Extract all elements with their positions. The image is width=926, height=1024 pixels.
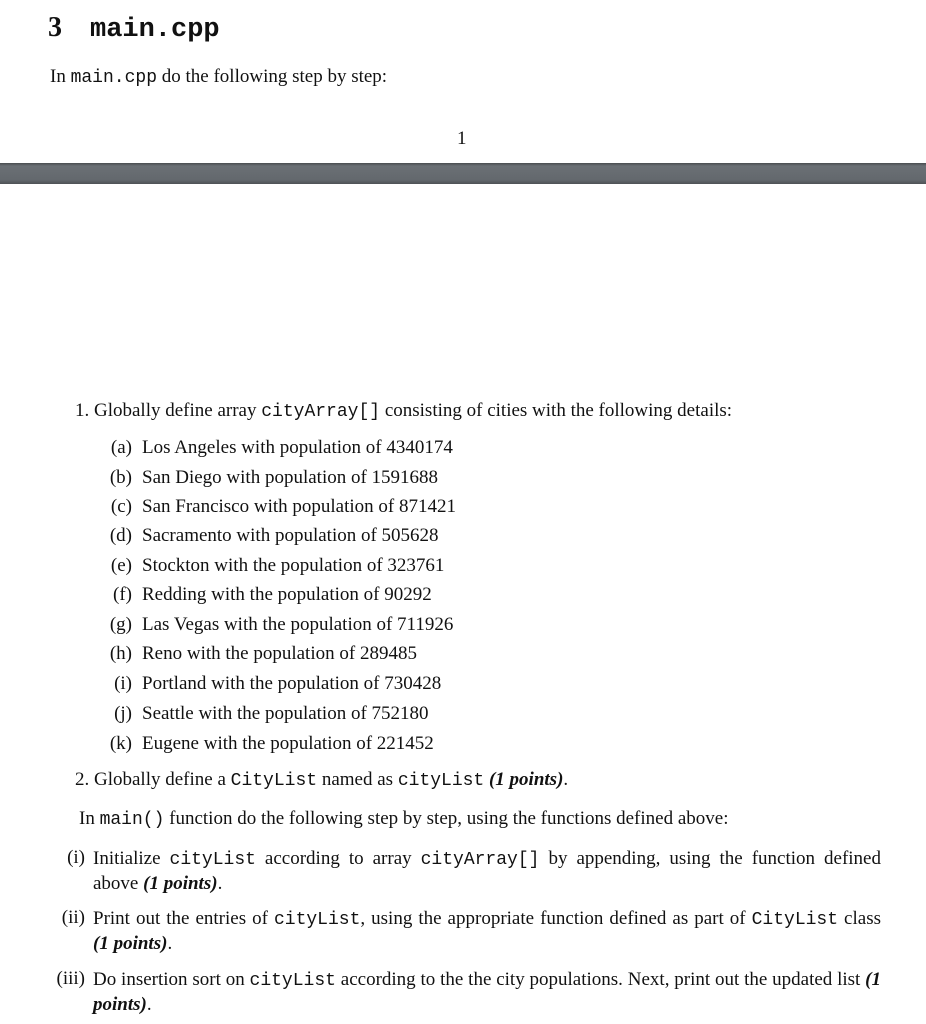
task-text-run: Print out the entries of [93,908,274,929]
task-points: (1 points) [143,873,218,894]
list-item-text: Los Angeles with population of 4340174 [142,437,453,458]
list-item-text: Seattle with the population of 752180 [142,703,429,724]
step-2 [75,769,568,791]
list-item-label: (e) [110,555,132,576]
task-points: (1 points) [93,933,168,954]
main-intro-prefix: In [79,808,95,829]
step-2-label: 2. [75,769,90,790]
list-item-label: (k) [109,733,132,754]
step-1-prefix: Globally define array [94,400,257,421]
task-code: cityArray[] [420,850,540,870]
task-text-run: class [838,908,881,929]
task-text-run: Initialize [93,848,170,869]
step-2-points: (1 points) [488,769,564,790]
list-item-text: Redding with the population of 90292 [142,584,432,605]
task-label: (ii) [61,907,85,928]
intro-file: main.cpp [70,68,157,88]
list-item-label: (b) [109,467,132,488]
task-points: (1 points) [93,969,881,1015]
task-text-run: , using the appropriate function defined as part of [360,908,752,929]
list-item-label: (j) [114,703,132,724]
task-text-run: . [146,994,152,1015]
task-text [93,907,881,955]
task-text-run: according to the the city populations. Next, print out the updated list [335,969,866,990]
intro-prefix: In [50,66,66,87]
page-separator [0,163,926,184]
main-intro-suffix: function do the following step by step, using the functions defined above: [169,808,729,829]
list-item-text: Eugene with the population of 221452 [142,733,434,754]
step-2-middle: named as [321,769,394,790]
task-text-run: by appending, using the function defined above [93,848,881,894]
step-2-code-var: cityList [397,771,485,791]
list-item-label: (f) [113,584,132,605]
list-item-text: Sacramento with population of 505628 [142,525,439,546]
step-2-code-class: CityList [230,771,318,791]
section-number: 3 [48,12,62,43]
task-code: cityList [169,850,256,870]
task-text-run: Do insertion sort on [93,969,250,990]
list-item-text: Reno with the population of 289485 [142,643,417,664]
list-item-text: Las Vegas with the population of 711926 [142,614,454,635]
main-intro [79,808,728,830]
step-1-label: 1. [75,400,90,421]
list-item-label: (g) [109,614,132,635]
list-item-label: (c) [110,496,132,517]
list-item-text: Stockton with the population of 323761 [142,555,445,576]
list-item-text: San Diego with population of 1591688 [142,467,439,488]
intro-suffix: do the following step by step: [161,66,388,87]
main-intro-code: main() [99,810,165,830]
page-number: 1 [457,128,467,149]
step-1 [75,400,732,422]
step-1-suffix: consisting of cities with the following details: [384,400,733,421]
task-text [93,847,881,895]
list-item-label: (a) [110,437,132,458]
list-item-label: (i) [114,673,132,694]
step-2-prefix: Globally define a [94,769,226,790]
intro-line [50,66,387,88]
list-item-text: San Francisco with population of 871421 [142,496,456,517]
list-item-text: Portland with the population of 730428 [142,673,442,694]
task-label: (i) [67,847,85,868]
task-code: cityList [273,910,361,930]
list-item-label: (h) [109,643,132,664]
task-text [93,968,881,1016]
task-code: cityList [249,971,336,991]
list-item-label: (d) [109,525,132,546]
section-title: main.cpp [90,15,220,45]
task-text-run: according to array [255,848,421,869]
step-1-code: cityArray[] [261,402,381,422]
task-label: (iii) [56,968,85,989]
step-2-end: . [563,769,569,790]
task-text-run: . [167,933,173,954]
task-text-run: . [217,873,223,894]
section-heading [48,12,220,45]
task-code: CityList [751,910,839,930]
